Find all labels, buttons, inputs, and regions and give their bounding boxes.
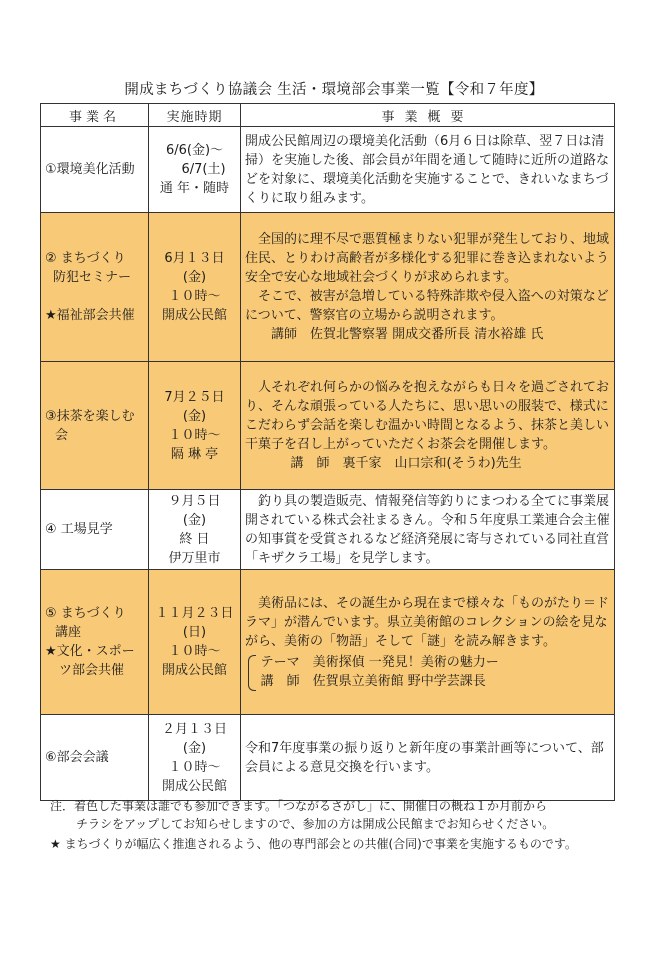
- event-name: [41, 715, 149, 801]
- table-row: [41, 570, 615, 715]
- footnote-line: ★ まちづくりが幅広く推進されるよう、他の専門部会との共催(合同)で事業を実施するものです。: [50, 837, 577, 851]
- overview-text: 開成公民館周辺の環境美化活動（6月６日は除草、翌７日は清掃）を実施した後、部会員が年間を通して随時に近所の道路などを対象に、環境美化活動を実施することで、きれいなまちづくりに取り組みます。: [245, 133, 610, 206]
- event-name-line: 会: [55, 427, 69, 443]
- date-line: １１月２３日: [155, 606, 234, 621]
- table-row: [41, 715, 615, 801]
- event-overview: [241, 490, 615, 570]
- overview-text: 人それぞれ何らかの悩みを抱えながらも日々を過ごされており、そんな頑張っている人たちに、思い思いの服装で、様式にこだわらず会話を楽しむ温かい時間となるよう、抹茶と美しい干菓子を召し上がっていただくお茶会を開催します。: [245, 380, 610, 452]
- event-cohost-note: ツ部会共催: [59, 663, 125, 678]
- date-line: １０時～: [168, 644, 221, 659]
- event-name: [41, 127, 149, 213]
- date-line: 7月２５日: [164, 389, 225, 405]
- header-name: 事業名: [41, 104, 149, 127]
- footnote-line: 注．着色した事業は誰でも参加できます。「つながるさがし」に、開催日の概ね１か月前から: [50, 799, 548, 813]
- date-line: 通 年・随時: [159, 181, 230, 196]
- event-name-line: ③抹茶を楽しむ: [45, 408, 135, 424]
- table-row: [41, 490, 615, 570]
- event-overview: [241, 570, 615, 715]
- date-line: ９月５日: [168, 493, 221, 509]
- event-date: [149, 362, 241, 490]
- footnote-line: チラシをアップしてお知らせしますので、参加の方は開成公民館までお知らせください。: [76, 817, 555, 831]
- event-name-line: 防犯セミナー: [53, 270, 132, 285]
- event-overview: [241, 213, 615, 362]
- event-cohost-note: ★文化・スポー: [45, 644, 135, 659]
- event-name-line: ⑤ まちづくり: [45, 606, 126, 621]
- event-name-line: 講座: [55, 625, 82, 640]
- overview-text: 令和7年度事業の振り返りと新年度の事業計画等について、部会員による意見交換を行います。: [245, 740, 604, 775]
- date-line: 隔 琳 亭: [170, 446, 219, 462]
- event-name: [41, 213, 149, 362]
- brace-bracket: [248, 655, 256, 691]
- overview-text: 美術品には、その誕生から現在まで様々な「ものがたり＝ドラマ」が潜んでいます。県立美術館のコレクションの絵を見ながら、美術の「物語」そして「謎」を読み解きます。: [245, 595, 610, 649]
- event-name-line: ② まちづくり: [45, 251, 126, 266]
- date-line: 終 日: [179, 531, 210, 547]
- event-name: [41, 570, 149, 715]
- date-line: (金): [182, 740, 207, 756]
- event-date: [149, 490, 241, 570]
- event-date: [149, 213, 241, 362]
- date-line: ２月１３日: [161, 721, 227, 737]
- table-header-row: [41, 104, 615, 127]
- lecturer-line: 講 師 佐賀県立美術館 野中学芸課長: [260, 673, 486, 689]
- date-line: (金): [182, 512, 207, 528]
- date-line: (金): [182, 408, 207, 424]
- date-line: (金): [182, 270, 207, 285]
- theme-lecturer-box: [245, 653, 610, 691]
- table-row: [41, 362, 615, 490]
- event-overview: [241, 362, 615, 490]
- page-title: 開成まちづくり協議会 生活・環境部会事業一覧【令和７年度】: [124, 82, 544, 98]
- overview-text: 全国的に理不尽で悪質極まりない犯罪が発生しており、地域住民、とりわけ高齢者が多様化する犯罪に巻き込まれないよう安全で安心な地域社会づくりが求められます。: [245, 232, 610, 285]
- event-name-line: ④ 工場見学: [45, 522, 113, 537]
- event-name-line: ①環境美化活動: [45, 162, 135, 177]
- date-line: 伊万里市: [168, 550, 221, 566]
- theme-line: テーマ 美術探偵 一発見！美術の魅力ー: [260, 654, 499, 670]
- lecturer-line: 講師 佐賀北警察署 開成交番所長 清水裕雄 氏: [271, 327, 544, 342]
- date-line: 6/7(土): [181, 162, 226, 177]
- event-name-line: ⑥部会会議: [45, 750, 109, 765]
- date-line: 6/6(金)～: [165, 143, 224, 158]
- event-date: [149, 715, 241, 801]
- event-date: [149, 570, 241, 715]
- event-date: [149, 127, 241, 213]
- table-row: [41, 213, 615, 362]
- date-line: 開成公民館: [161, 778, 227, 794]
- header-overview: 事業概要: [241, 104, 615, 127]
- event-name: [41, 490, 149, 570]
- events-table: [40, 103, 615, 801]
- date-line: 開成公民館: [161, 663, 227, 678]
- event-name: [41, 362, 149, 490]
- event-cohost-note: ★福祉部会共催: [45, 308, 135, 323]
- date-line: (日): [182, 625, 207, 640]
- event-overview: [241, 715, 615, 801]
- overview-text: 釣り具の製造販売、情報発信等釣りにまつわる全てに事業展開されている株式会社まるきん。令和５年度県工業連合会主催の知事賞を受賞されるなど経済発展に寄与されている同社直営「キザクラ工場」を見学します。: [245, 493, 610, 566]
- date-line: １０時～: [168, 427, 221, 443]
- header-date: 実施時期: [149, 104, 241, 127]
- table-row: [41, 127, 615, 213]
- lecturer-line: 講 師 裏千家 山口宗和(そうわ)先生: [290, 456, 522, 471]
- date-line: １０時～: [168, 759, 221, 775]
- date-line: １０時～: [168, 289, 221, 304]
- event-overview: [241, 127, 615, 213]
- date-line: 開成公民館: [161, 308, 227, 323]
- overview-text: そこで、被害が急増している特殊詐欺や侵入盗への対策などについて、警察官の立場から説明されます。: [245, 289, 609, 323]
- date-line: 6月１３日: [164, 251, 225, 266]
